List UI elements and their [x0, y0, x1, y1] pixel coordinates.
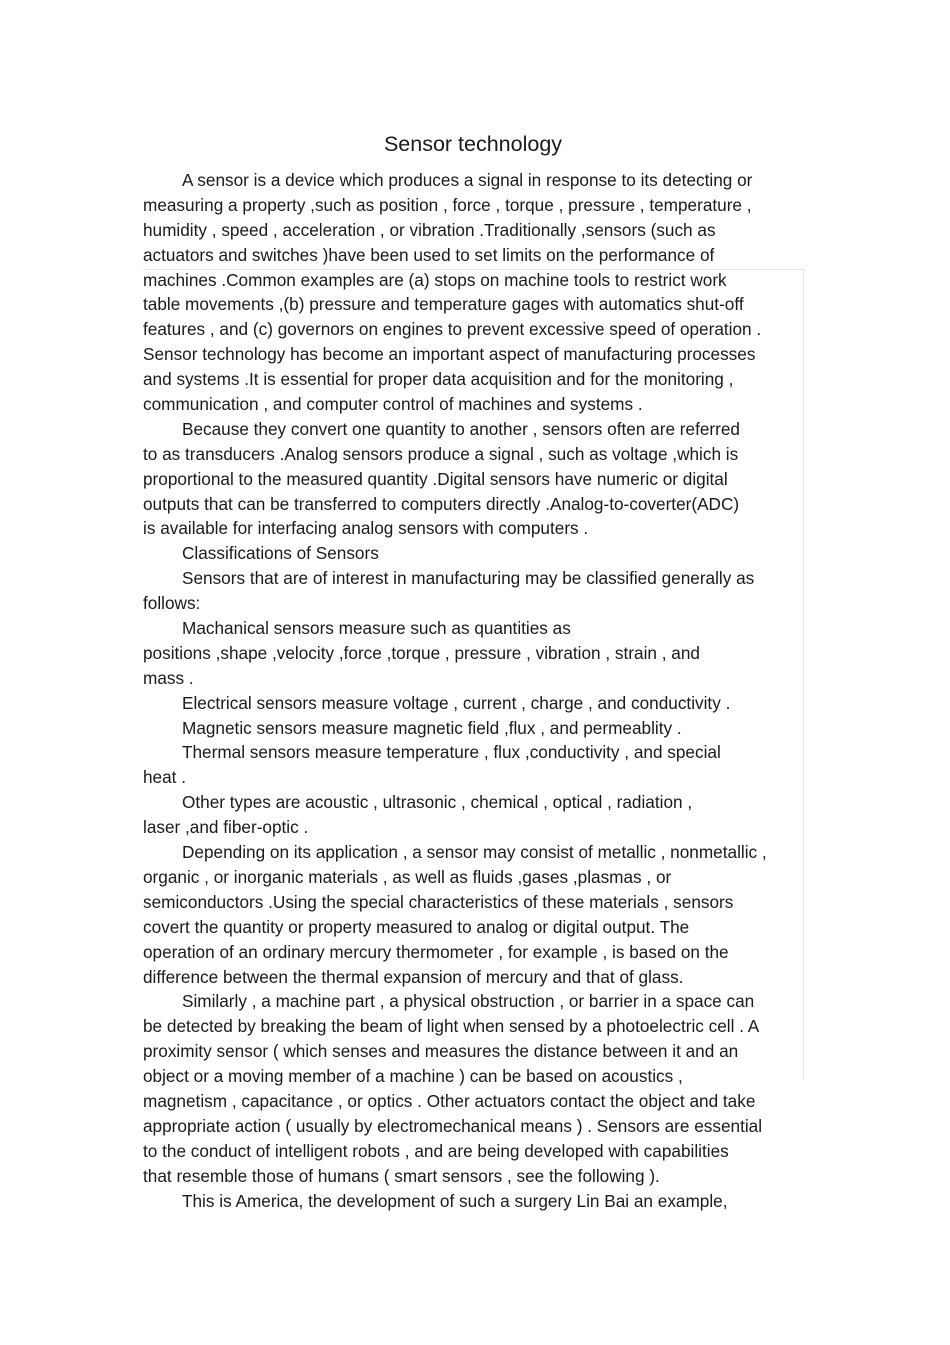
text-line: laser ,and fiber-optic .: [143, 817, 309, 838]
text-line: and systems .It is essential for proper data acquisition and for the monitoring ,: [143, 369, 734, 390]
text-line: actuators and switches )have been used to set limits on the performance of: [143, 244, 715, 265]
text-line: heat .: [143, 767, 187, 788]
document-body: [143, 168, 798, 1213]
text-line: Sensors that are of interest in manufacturing may be classified generally as: [182, 568, 755, 589]
text-line: Similarly , a machine part , a physical obstruction , or barrier in a space can: [182, 991, 755, 1012]
document-title: Sensor technology: [383, 132, 563, 156]
text-line: covert the quantity or property measured to analog or digital output. The: [143, 916, 690, 937]
text-line: is available for interfacing analog sensors with computers .: [143, 518, 589, 539]
text-line: semiconductors .Using the special characteristics of these materials , sensors: [143, 891, 734, 912]
text-line: to as transducers .Analog sensors produce a signal , such as voltage ,which is: [143, 443, 739, 464]
text-line: Electrical sensors measure voltage , current , charge , and conductivity .: [182, 692, 731, 713]
text-line: object or a moving member of a machine ) can be based on acoustics ,: [143, 1066, 683, 1087]
text-line: that resemble those of humans ( smart sensors , see the following ).: [143, 1165, 660, 1186]
text-line: communication , and computer control of machines and systems .: [143, 394, 643, 415]
text-line: A sensor is a device which produces a signal in response to its detecting or: [182, 170, 753, 190]
text-line: be detected by breaking the beam of light when sensed by a photoelectric cell . A: [143, 1016, 760, 1037]
text-line: outputs that can be transferred to computers directly .Analog-to-coverter(ADC): [143, 493, 740, 514]
text-line: table movements ,(b) pressure and temperature gages with automatics shut-off: [143, 294, 744, 315]
text-line: Thermal sensors measure temperature , flux ,conductivity , and special: [182, 742, 721, 763]
text-line: operation of an ordinary mercury thermometer , for example , is based on the: [143, 941, 729, 962]
text-line: proportional to the measured quantity .Digital sensors have numeric or digital: [143, 468, 728, 489]
text-line: Magnetic sensors measure magnetic field ,flux , and permeablity .: [182, 717, 682, 738]
text-line: Depending on its application , a sensor may consist of metallic , nonmetallic ,: [182, 842, 767, 863]
text-line: to the conduct of intelligent robots , and are being developed with capabilities: [143, 1140, 729, 1161]
text-line: machines .Common examples are (a) stops on machine tools to restrict work: [143, 269, 727, 290]
text-line: This is America, the development of such a surgery Lin Bai an example,: [182, 1190, 728, 1211]
text-line: follows:: [143, 593, 201, 614]
text-line: humidity , speed , acceleration , or vibration .Traditionally ,sensors (such as: [143, 219, 716, 240]
text-line: Because they convert one quantity to another , sensors often are referred: [182, 418, 740, 439]
text-line: difference between the thermal expansion of mercury and that of glass.: [143, 966, 684, 987]
text-line: Other types are acoustic , ultrasonic , chemical , optical , radiation ,: [182, 792, 693, 813]
text-line: organic , or inorganic materials , as well as fluids ,gases ,plasmas , or: [143, 866, 672, 887]
text-line: Classifications of Sensors: [182, 543, 379, 564]
text-line: mass .: [143, 667, 194, 688]
text-line: appropriate action ( usually by electromechanical means ) . Sensors are essential: [143, 1115, 763, 1136]
text-line: magnetism , capacitance , or optics . Other actuators contact the object and take: [143, 1090, 756, 1111]
text-line: positions ,shape ,velocity ,force ,torque , pressure , vibration , strain , and: [143, 642, 700, 663]
text-line: proximity sensor ( which senses and measures the distance between it and an: [143, 1041, 739, 1062]
text-line: Machanical sensors measure such as quantities as: [182, 618, 571, 639]
text-line: measuring a property ,such as position , force , torque , pressure , temperature ,: [143, 194, 752, 215]
text-line: features , and (c) governors on engines to prevent excessive speed of operation .: [143, 319, 762, 340]
text-line: Sensor technology has become an important aspect of manufacturing processes: [143, 344, 756, 365]
